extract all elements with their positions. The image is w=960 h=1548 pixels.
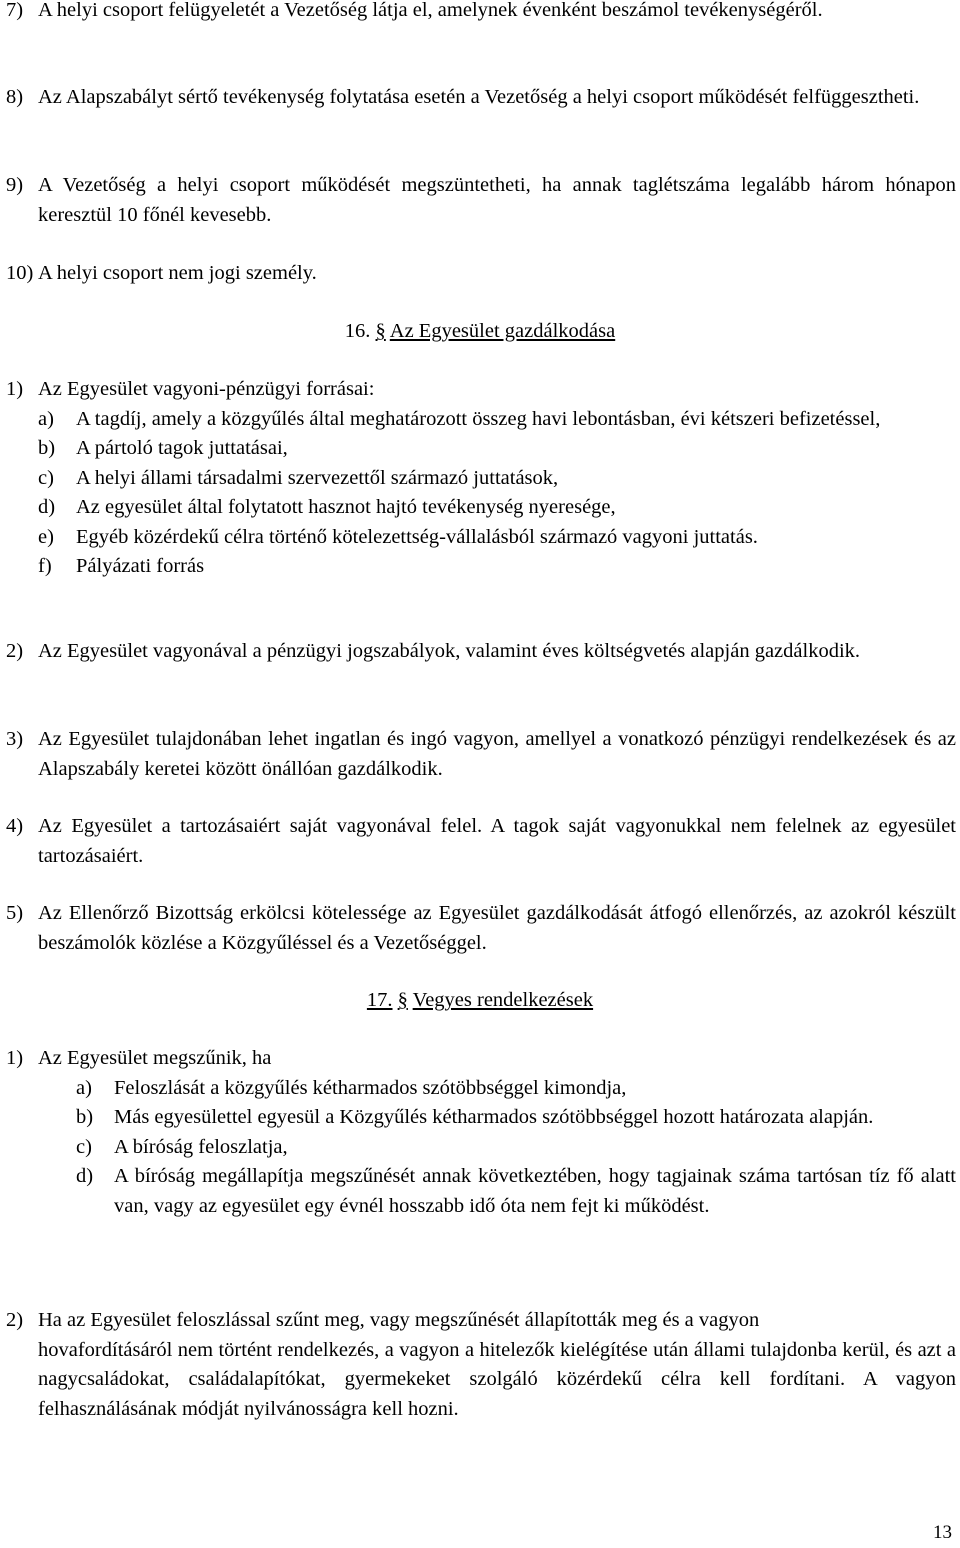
section-17-paragraph-1 <box>6 1044 956 1221</box>
section-16-paragraph-4 <box>6 812 956 871</box>
paragraph-text: Az Alapszabályt sértő tevékenység folytatása esetén a Vezetőség a helyi csoport működését felfüggesztheti. <box>38 86 920 108</box>
list-item: a) A tagdíj, amely a közgyűlés által meghatározott összeg havi lebontásban, évi kétszeri befizetéssel, <box>38 407 881 430</box>
section-title: Vegyes rendelkezések <box>412 989 594 1011</box>
paragraph-text: Az Egyesület tulajdonában lehet ingatlan és ingó vagyon, amellyel a vonatkozó pénzügyi rendelkezések és az Alapszabály keretei között önállóan gazdálkodik. <box>38 728 956 780</box>
list-item: b) Más egyesülettel egyesül a Közgyűlés kétharmados szótöbbséggel hozott határozata alapján. <box>76 1106 874 1128</box>
list-item: e) Egyéb közérdekű célra történő kötelezettség-vállalásból származó vagyoni juttatás. <box>38 525 758 548</box>
paragraph-number: 2) <box>6 640 24 662</box>
paragraph-text: A helyi csoport felügyeletét a Vezetőség látja el, amelynek évenként beszámol tevékenységéről. <box>38 0 823 21</box>
section-16-paragraph-5 <box>6 899 956 958</box>
section-title: Az Egyesület gazdálkodása <box>389 320 616 342</box>
paragraph-7 <box>6 0 956 26</box>
paragraph-text: Az Egyesület megszűnik, ha <box>38 1047 272 1069</box>
paragraph-text: Az Egyesület vagyoni-pénzügyi forrásai: <box>38 378 375 400</box>
list-item: d) Az egyesület által folytatott hasznot hajtó tevékenység nyeresége, <box>38 496 616 518</box>
paragraph-first-line: Ha az Egyesület feloszlással szűnt meg, vagy megszűnését állapították meg és a vagyon <box>38 1309 760 1331</box>
section-16-paragraph-3 <box>6 725 956 784</box>
paragraph-number: 4) <box>6 815 24 837</box>
list-item: d) A bíróság megállapítja megszűnését annak következtében, hogy tagjainak száma tartósan tíz fő alatt van, vagy az egyesület egy évnél hosszabb idő óta nem fejt ki működést. <box>76 1165 956 1217</box>
page-number: 13 <box>933 1522 952 1543</box>
paragraph-number: 7) <box>6 0 24 21</box>
paragraph-text: A helyi csoport nem jogi személy. <box>38 262 317 284</box>
section-16-heading <box>0 317 960 347</box>
paragraph-number: 1) <box>6 378 24 400</box>
paragraph-text: A Vezetőség a helyi csoport működését megszüntetheti, ha annak taglétszáma legalább három hónapon keresztül 10 főnél kevesebb. <box>38 174 956 226</box>
paragraph-9 <box>6 171 956 230</box>
section-number: 17. <box>366 989 393 1011</box>
paragraph-continuation: hovafordításáról nem történt rendelkezés, a vagyon a hitelezők kielégítése után állami tulajdonba kerül, és azt a nagycsaládokat, családalapítókat, gyermekeket szolgáló közérdekű célra kell fordítani. A vagyon felhasználásának módját nyilvánosságra kell hozni. <box>38 1338 956 1420</box>
section-17-paragraph-2 <box>6 1306 956 1424</box>
paragraph-number: 1) <box>6 1047 24 1069</box>
section-number: 16. <box>344 320 371 342</box>
list-item: b) A pártoló tagok juttatásai, <box>38 437 288 459</box>
section-symbol: § <box>375 320 386 342</box>
paragraph-number: 8) <box>6 86 24 108</box>
list-item: c) A bíróság feloszlatja, <box>76 1135 288 1158</box>
paragraph-number: 10) <box>6 262 34 284</box>
paragraph-number: 2) <box>6 1309 24 1331</box>
paragraph-number: 5) <box>6 902 24 924</box>
list-item: f) Pályázati forrás <box>38 555 205 577</box>
section-symbol: § <box>397 989 408 1011</box>
paragraph-text: Az Egyesület a tartozásaiért saját vagyonával felel. A tagok saját vagyonukkal nem felelnek az egyesület tartozásaiért. <box>38 815 956 867</box>
paragraph-text: Az Ellenőrző Bizottság erkölcsi kötelessége az Egyesület gazdálkodását átfogó ellenőrzés, az azokról készült beszámolók közlése a Közgyűléssel és a Vezetőséggel. <box>38 902 956 954</box>
paragraph-number: 9) <box>6 174 24 196</box>
section-16-paragraph-1 <box>6 375 956 582</box>
list-item: c) A helyi állami társadalmi szervezettől származó juttatások, <box>38 466 559 489</box>
paragraph-text: Az Egyesület vagyonával a pénzügyi jogszabályok, valamint éves költségvetés alapján gazdálkodik. <box>38 640 861 662</box>
paragraph-10 <box>6 259 956 289</box>
section-17-heading <box>0 986 960 1016</box>
list-item: a) Feloszlását a közgyűlés kétharmados szótöbbséggel kimondja, <box>76 1076 627 1099</box>
paragraph-8 <box>6 83 956 113</box>
paragraph-number: 3) <box>6 728 24 750</box>
section-16-paragraph-2 <box>6 637 956 667</box>
